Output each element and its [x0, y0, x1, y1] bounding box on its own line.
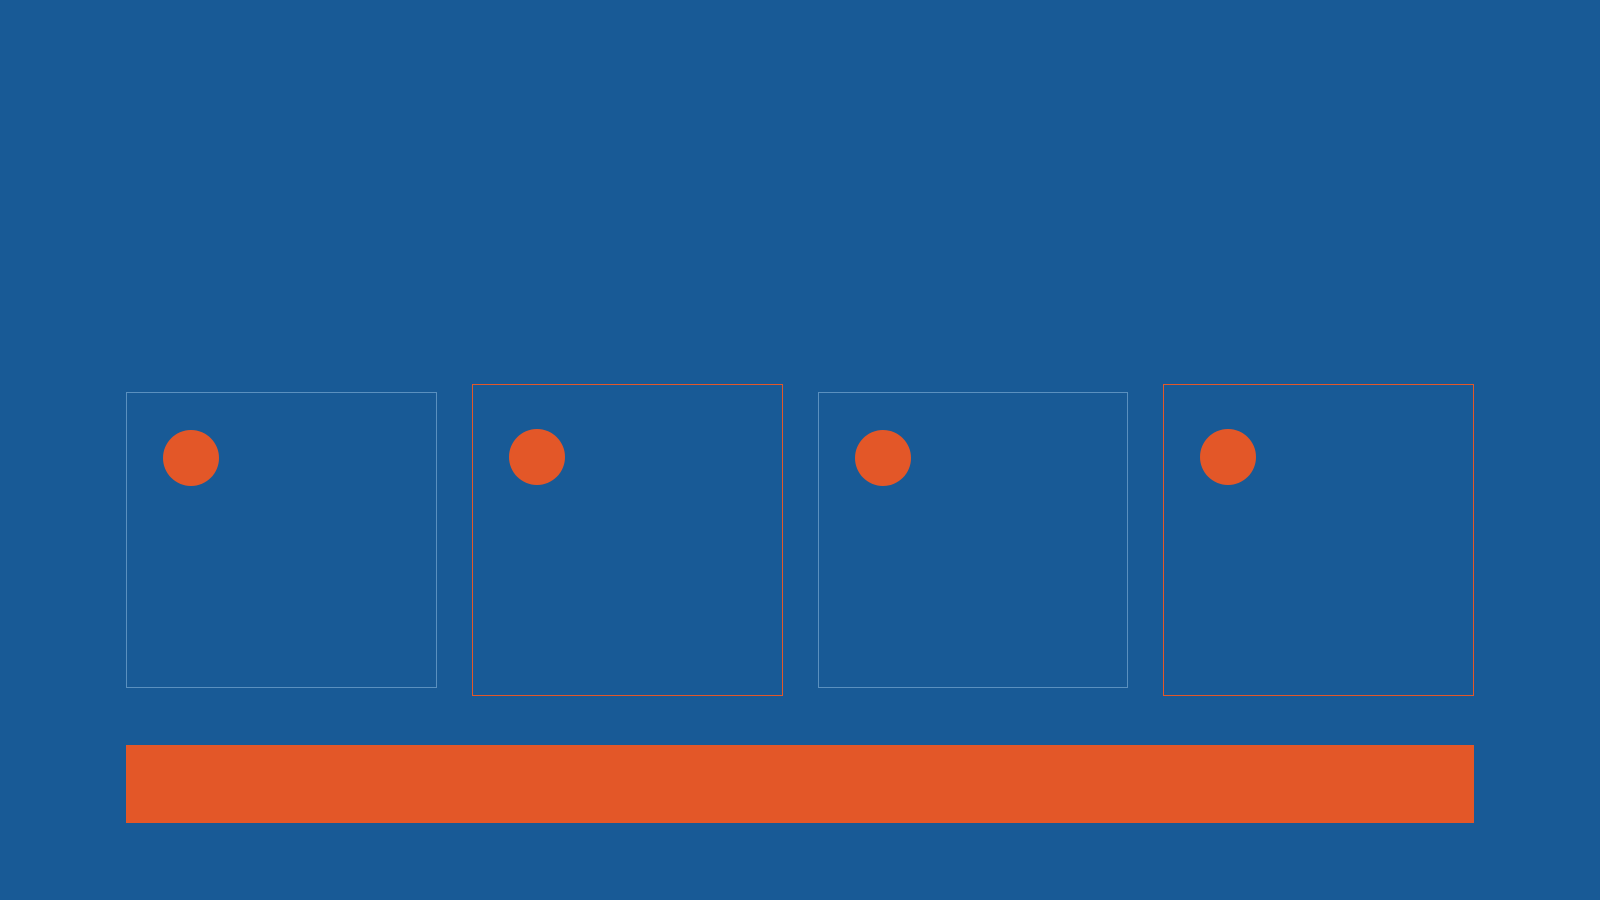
card-number-badge	[163, 430, 219, 486]
footer-bar	[126, 745, 1474, 823]
strategy-card	[472, 384, 783, 696]
strategy-card	[126, 392, 437, 688]
strategy-card	[818, 392, 1129, 688]
card-number-badge	[1200, 429, 1256, 485]
page-title	[125, 85, 725, 87]
card-number-badge	[509, 429, 565, 485]
strategy-card	[1163, 384, 1474, 696]
strategy-card-list	[126, 392, 1474, 688]
card-number-badge	[855, 430, 911, 486]
